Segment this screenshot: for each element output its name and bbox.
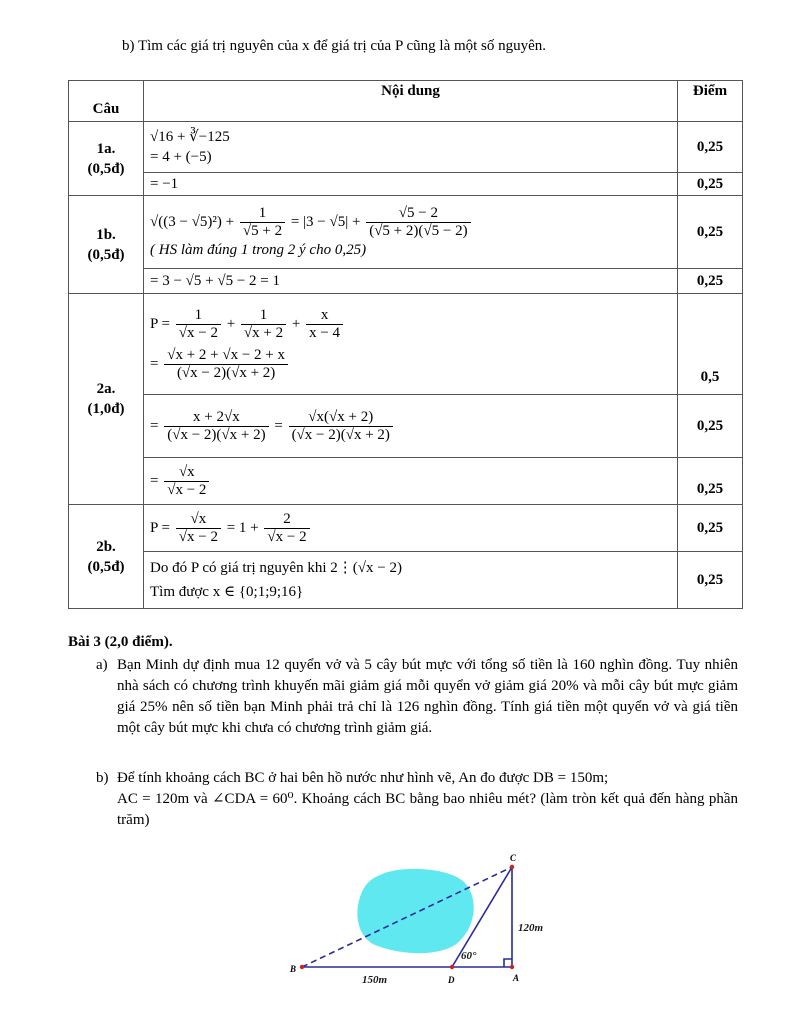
bai3-part-b: b) Để tính khoảng cách BC ở hai bên hồ nước như hình vẽ, An đo được DB = 150m; AC = 120m và ∠CDA = 60⁰. Khoảng cách BC bằng bao nhiêu mét? (làm tròn kết quả đến hàng phần trăm) <box>96 770 738 828</box>
table-row <box>69 458 743 505</box>
table-row <box>69 395 743 458</box>
header-diem: Điểm <box>678 81 743 122</box>
bai3-title: Bài 3 (2,0 điểm). <box>68 634 173 650</box>
header-noi-dung: Nội dung <box>144 81 678 122</box>
label-B: B <box>290 964 297 974</box>
label-C: C <box>510 853 517 863</box>
q1a-label: 1a. (0,5đ) <box>69 122 144 196</box>
q2a-score-3: 0,25 <box>678 458 743 505</box>
q2a-label: 2a. (1,0đ) <box>69 294 144 505</box>
point-C <box>510 865 514 869</box>
label-A: A <box>513 973 520 983</box>
q2b-content-2: Do đó P có giá trị nguyên khi 2⋮(√x − 2) Tìm được x ∈ {0;1;9;16} <box>144 552 678 609</box>
lake-shape <box>357 869 473 953</box>
q1b-note: ( HS làm đúng 1 trong 2 ý cho 0,25) <box>150 241 367 258</box>
q2a-content-3: = $\frac{√x}{√x - 2}$ <box>144 458 678 505</box>
table-row <box>69 552 743 609</box>
q2b-score-2: 0,25 <box>678 552 743 609</box>
table-row <box>69 122 743 173</box>
q1a-content-1: √16 + ∛−125 = 4 + (−5) <box>144 122 678 173</box>
point-A <box>510 965 514 969</box>
q1b-label: 1b. (0,5đ) <box>69 196 144 294</box>
point-D <box>450 965 454 969</box>
q1a-score-2: 0,25 <box>678 173 743 196</box>
q1b-score-2: 0,25 <box>678 269 743 294</box>
intro-question: b) Tìm các giá trị nguyên của x để giá trị của P cũng là một số nguyên. <box>122 38 547 54</box>
lake-triangle-figure <box>280 845 560 995</box>
q2b-label: 2b. (0,5đ) <box>69 505 144 609</box>
table-row <box>69 294 743 395</box>
table-row <box>69 196 743 269</box>
label-D: D <box>448 975 455 985</box>
q1b-score-1: 0,25 <box>678 196 743 269</box>
q2b-score-1: 0,25 <box>678 505 743 552</box>
table-row <box>69 505 743 552</box>
label-angle: 60° <box>461 950 477 962</box>
q1b-content-1: √((3 − √5)²) + $\frac{1}{√5 + 2}$ = |3 − √5| + $\frac{√5 - 2}{(√5 + 2)(√5 - 2)}$ ( HS làm đúng 1 trong 2 ý cho 0,25) <box>144 196 678 269</box>
q1b-fraction-1: $\frac{1}{√5 + 2}$ <box>240 205 285 240</box>
table-row <box>69 269 743 294</box>
q2a-score-1: 0,5 <box>678 294 743 395</box>
score-table <box>68 80 743 609</box>
q1b-content-2: = 3 − √5 + √5 − 2 = 1 <box>144 269 678 294</box>
q2a-score-2: 0,25 <box>678 395 743 458</box>
header-cau: Câu <box>69 81 144 122</box>
q1b-fraction-2: $\frac{√5 - 2}{(√5 + 2)(√5 - 2)}$ <box>366 205 470 240</box>
q1a-score-1: 0,25 <box>678 122 743 173</box>
table-header-row <box>69 81 743 122</box>
label-len-AC: 120m <box>518 922 544 934</box>
label-len-BD: 150m <box>362 974 388 986</box>
q1a-content-2: = −1 <box>144 173 678 196</box>
point-B <box>300 965 304 969</box>
bai3-part-a: a) Bạn Minh dự định mua 12 quyển vở và 5 cây bút mực với tổng số tiền là 160 nghìn đồng. Tuy nhiên nhà sách có chương trình khuyến mãi giảm giá mỗi quyển vở giảm giá 20% và mỗi cây bút mực giảm giá 25% nên số tiền bạn Minh phải trả chỉ là 126 nghìn đồng. Tính giá tiền một quyển vở và giá tiền một cây bút mực khi chưa có chương trình giảm giá. <box>96 657 738 736</box>
table-row <box>69 173 743 196</box>
q2a-content-2: = $\frac{x + 2√x}{(√x - 2)(√x + 2)}$ = $\frac{√x(√x + 2)}{(√x - 2)(√x + 2)}$ <box>144 395 678 458</box>
q2b-content-1: P = $\frac{√x}{√x - 2}$ = 1 + $\frac{2}{√x - 2}$ <box>144 505 678 552</box>
q2a-content-1: P = $\frac{1}{√x - 2}$ + $\frac{1}{√x + 2}$ + $\frac{x}{x - 4}$ = $\frac{√x + 2 + √x - 2 + x}{(√x - 2)(√x + 2)}$ <box>144 294 678 395</box>
